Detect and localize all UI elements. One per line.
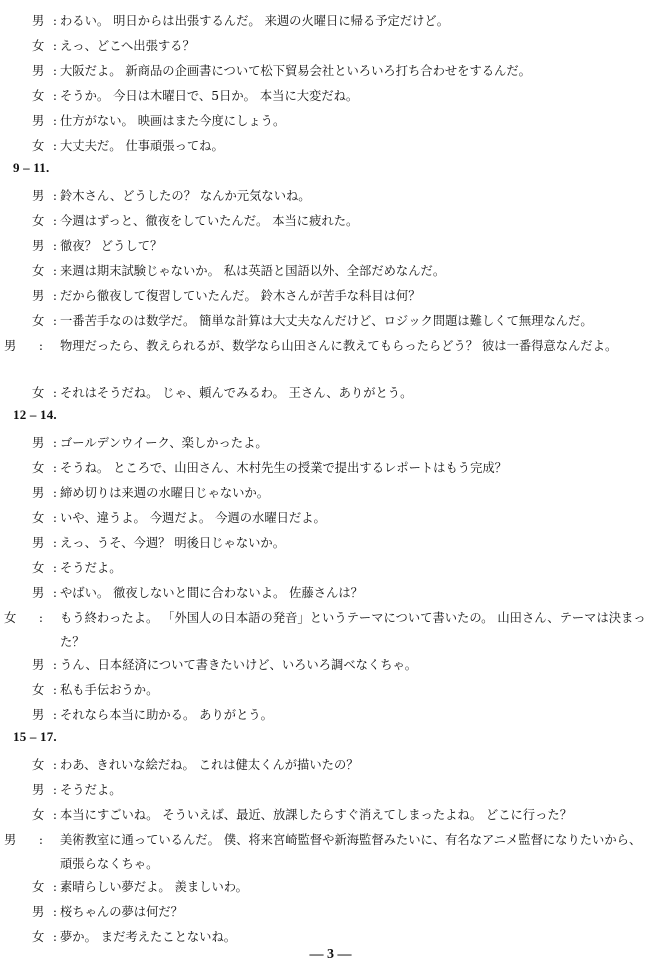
- dialogue-line: 女 : 素晴らしい夢だよ。 羨ましいわ。: [32, 875, 652, 899]
- dialogue-line: 女 : もう終わったよ。 「外国人の日本語の発音」というテーマについて書いたの。 山田さん、テーマは決まった？: [32, 606, 652, 654]
- dialogue-line: 男 : 物理だったら、教えられるが、数学なら山田さんに教えてもらったらどう？ 彼は一番得意なんだよ。: [32, 334, 652, 358]
- utterance: 徹夜？ どうして？: [60, 239, 163, 253]
- utterance: うん、日本経済について書きたいけど、いろいろ調べなくちゃ。: [60, 658, 418, 672]
- speaker: 女: [32, 39, 45, 53]
- utterance: 桜ちゃんの夢は何だ？: [60, 905, 183, 919]
- utterance: もう終わったよ。 「外国人の日本語の発音」というテーマについて書いたの。 山田さん、テーマは決まった？: [60, 611, 646, 649]
- speaker: 女: [32, 683, 45, 697]
- speaker: 女: [4, 611, 17, 625]
- dialogue-line: 女 : いや、違うよ。 今週だよ。 今週の水曜日だよ。: [32, 506, 652, 530]
- dialogue-line: 男 : それなら本当に助かる。 ありがとう。: [32, 703, 652, 727]
- speaker: 男: [4, 833, 17, 847]
- speaker: 女: [32, 930, 45, 944]
- utterance: 仕方がない。 映画はまた今度にしょう。: [60, 114, 286, 128]
- dialogue-line: 男 : 仕方がない。 映画はまた今度にしょう。: [32, 109, 652, 133]
- utterance: ゴールデンウイーク、楽しかったよ。: [60, 436, 268, 450]
- utterance: だから徹夜して復習していたんだ。 鈴木さんが苦手な科目は何？: [60, 289, 421, 303]
- dialogue-line: 男 : ゴールデンウイーク、楽しかったよ。: [32, 431, 652, 455]
- utterance: 鈴木さん、どうしたの？ なんか元気ないね。: [60, 189, 311, 203]
- dialogue-line: 男 : えっ、うそ、今週？ 明後日じゃないか。: [32, 531, 652, 555]
- speaker: 女: [32, 314, 45, 328]
- speaker: 男: [32, 486, 45, 500]
- dialogue-line: 女 : わあ、きれいな絵だね。 これは健太くんが描いたの？: [32, 753, 652, 777]
- utterance: 大丈夫だ。 仕事頑張ってね。: [60, 139, 224, 153]
- dialogue-line: 女 : 夢か。 まだ考えたことないね。: [32, 925, 652, 949]
- speaker: 男: [32, 586, 45, 600]
- dialogue-line: 女 : そうね。 ところで、山田さん、木村先生の授業で提出するレポートはもう完成？: [32, 456, 652, 480]
- utterance: 今週はずっと、徹夜をしていたんだ。 本当に疲れた。: [60, 214, 359, 228]
- utterance: 私も手伝おうか。: [60, 683, 159, 697]
- dialogue-line: 女 : 一番苦手なのは数学だ。 簡単な計算は大丈夫なんだけど、ロジック問題は難しくて無理なんだ。: [32, 309, 652, 333]
- utterance: やばい。 徹夜しないと間に合わないよ。 佐藤さんは？: [60, 586, 363, 600]
- dialogue-line: 男 : 締め切りは来週の水曜日じゃないか。: [32, 481, 652, 505]
- speaker: 女: [32, 461, 45, 475]
- dialogue-line: 女 : そうか。 今日は木曜日で、5日か。 本当に大変だね。: [32, 84, 652, 108]
- speaker: 男: [32, 708, 45, 722]
- speaker: 女: [32, 139, 45, 153]
- dialogue-line: 男 : 桜ちゃんの夢は何だ？: [32, 900, 652, 924]
- dialogue-line: 女 : 本当にすごいね。 そういえば、最近、放課したらすぐ消えてしまったよね。 どこに行った？: [32, 803, 652, 827]
- utterance: 一番苦手なのは数学だ。 簡単な計算は大丈夫なんだけど、ロジック問題は難しくて無理なんだ。: [60, 314, 593, 328]
- section-heading: 12 – 14.: [13, 407, 57, 422]
- utterance: それはそうだね。 じゃ、頼んでみるわ。 王さん、ありがとう。: [60, 386, 413, 400]
- utterance: 物理だったら、教えられるが、数学なら山田さんに教えてもらったらどう？ 彼は一番得意なんだよ。: [60, 339, 618, 353]
- speaker: 男: [32, 114, 45, 128]
- dialogue-line: 男 : 徹夜？ どうして？: [32, 234, 652, 258]
- speaker: 男: [32, 436, 45, 450]
- dialogue-line: 男 : やばい。 徹夜しないと間に合わないよ。 佐藤さんは？: [32, 581, 652, 605]
- page-number: — 3 —: [309, 947, 352, 962]
- speaker: 男: [4, 339, 17, 353]
- utterance: えっ、うそ、今週？ 明後日じゃないか。: [60, 536, 286, 550]
- speaker: 女: [32, 561, 45, 575]
- dialogue-line: 女 : そうだよ。: [32, 556, 652, 580]
- utterance: 大阪だよ。 新商品の企画書について松下貿易会社といろいろ打ち合わせをするんだ。: [60, 64, 531, 78]
- section-heading: 9 – 11.: [13, 160, 50, 175]
- utterance: 来週は期末試験じゃないか。 私は英語と国語以外、全部だめなんだ。: [60, 264, 446, 278]
- speaker: 男: [32, 658, 45, 672]
- speaker: 男: [32, 289, 45, 303]
- utterance: 美術教室に通っているんだ。 僕、将来宮崎監督や新海監督みたいに、有名なアニメ監督になりたいから、頑張らなくちゃ。: [60, 833, 642, 871]
- dialogue-line: 男 : そうだよ。: [32, 778, 652, 802]
- utterance: そうね。 ところで、山田さん、木村先生の授業で提出するレポートはもう完成？: [60, 461, 507, 475]
- speaker: 女: [32, 758, 45, 772]
- dialogue-line: 男 : 鈴木さん、どうしたの？ なんか元気ないね。: [32, 184, 652, 208]
- speaker: 女: [32, 89, 45, 103]
- dialogue-line: 女 : 来週は期末試験じゃないか。 私は英語と国語以外、全部だめなんだ。: [32, 259, 652, 283]
- utterance: そうだよ。: [60, 783, 122, 797]
- speaker: 男: [32, 64, 45, 78]
- utterance: いや、違うよ。 今週だよ。 今週の水曜日だよ。: [60, 511, 326, 525]
- speaker: 女: [32, 880, 45, 894]
- utterance: 本当にすごいね。 そういえば、最近、放課したらすぐ消えてしまったよね。 どこに行った？: [60, 808, 572, 822]
- speaker: 男: [32, 14, 45, 28]
- utterance: えっ、どこへ出張する？: [60, 39, 195, 53]
- utterance: わあ、きれいな絵だね。 これは健太くんが描いたの？: [60, 758, 359, 772]
- dialogue-line: 女 : 私も手伝おうか。: [32, 678, 652, 702]
- dialogue-line: 女 : えっ、どこへ出張する？: [32, 34, 652, 58]
- speaker: 女: [32, 386, 45, 400]
- speaker: 女: [32, 511, 45, 525]
- utterance: わるい。 明日からは出張するんだ。 来週の火曜日に帰る予定だけど。: [60, 14, 450, 28]
- speaker: 男: [32, 905, 45, 919]
- speaker: 男: [32, 189, 45, 203]
- utterance: 締め切りは来週の水曜日じゃないか。: [60, 486, 270, 500]
- dialogue-line: 男 : 美術教室に通っているんだ。 僕、将来宮崎監督や新海監督みたいに、有名なアニメ監督になりたいから、頑張らなくちゃ。: [32, 828, 652, 876]
- dialogue-line: 男 : だから徹夜して復習していたんだ。 鈴木さんが苦手な科目は何？: [32, 284, 652, 308]
- dialogue-line: 男 : うん、日本経済について書きたいけど、いろいろ調べなくちゃ。: [32, 653, 652, 677]
- utterance: それなら本当に助かる。 ありがとう。: [60, 708, 273, 722]
- section-heading: 15 – 17.: [13, 729, 57, 744]
- dialogue-line: 男 : 大阪だよ。 新商品の企画書について松下貿易会社といろいろ打ち合わせをするんだ。: [32, 59, 652, 83]
- dialogue-line: 女 : それはそうだね。 じゃ、頼んでみるわ。 王さん、ありがとう。: [32, 381, 652, 405]
- dialogue-line: 男 : わるい。 明日からは出張するんだ。 来週の火曜日に帰る予定だけど。: [32, 9, 652, 33]
- dialogue-line: 女 : 今週はずっと、徹夜をしていたんだ。 本当に疲れた。: [32, 209, 652, 233]
- dialogue-line: 女 : 大丈夫だ。 仕事頑張ってね。: [32, 134, 652, 158]
- utterance: そうだよ。: [60, 561, 122, 575]
- utterance: そうか。 今日は木曜日で、5日か。 本当に大変だね。: [60, 89, 359, 103]
- speaker: 男: [32, 536, 45, 550]
- utterance: 素晴らしい夢だよ。 羨ましいわ。: [60, 880, 248, 894]
- speaker: 男: [32, 239, 45, 253]
- speaker: 男: [32, 783, 45, 797]
- utterance: 夢か。 まだ考えたことないね。: [60, 930, 237, 944]
- speaker: 女: [32, 264, 45, 278]
- speaker: 女: [32, 214, 45, 228]
- speaker: 女: [32, 808, 45, 822]
